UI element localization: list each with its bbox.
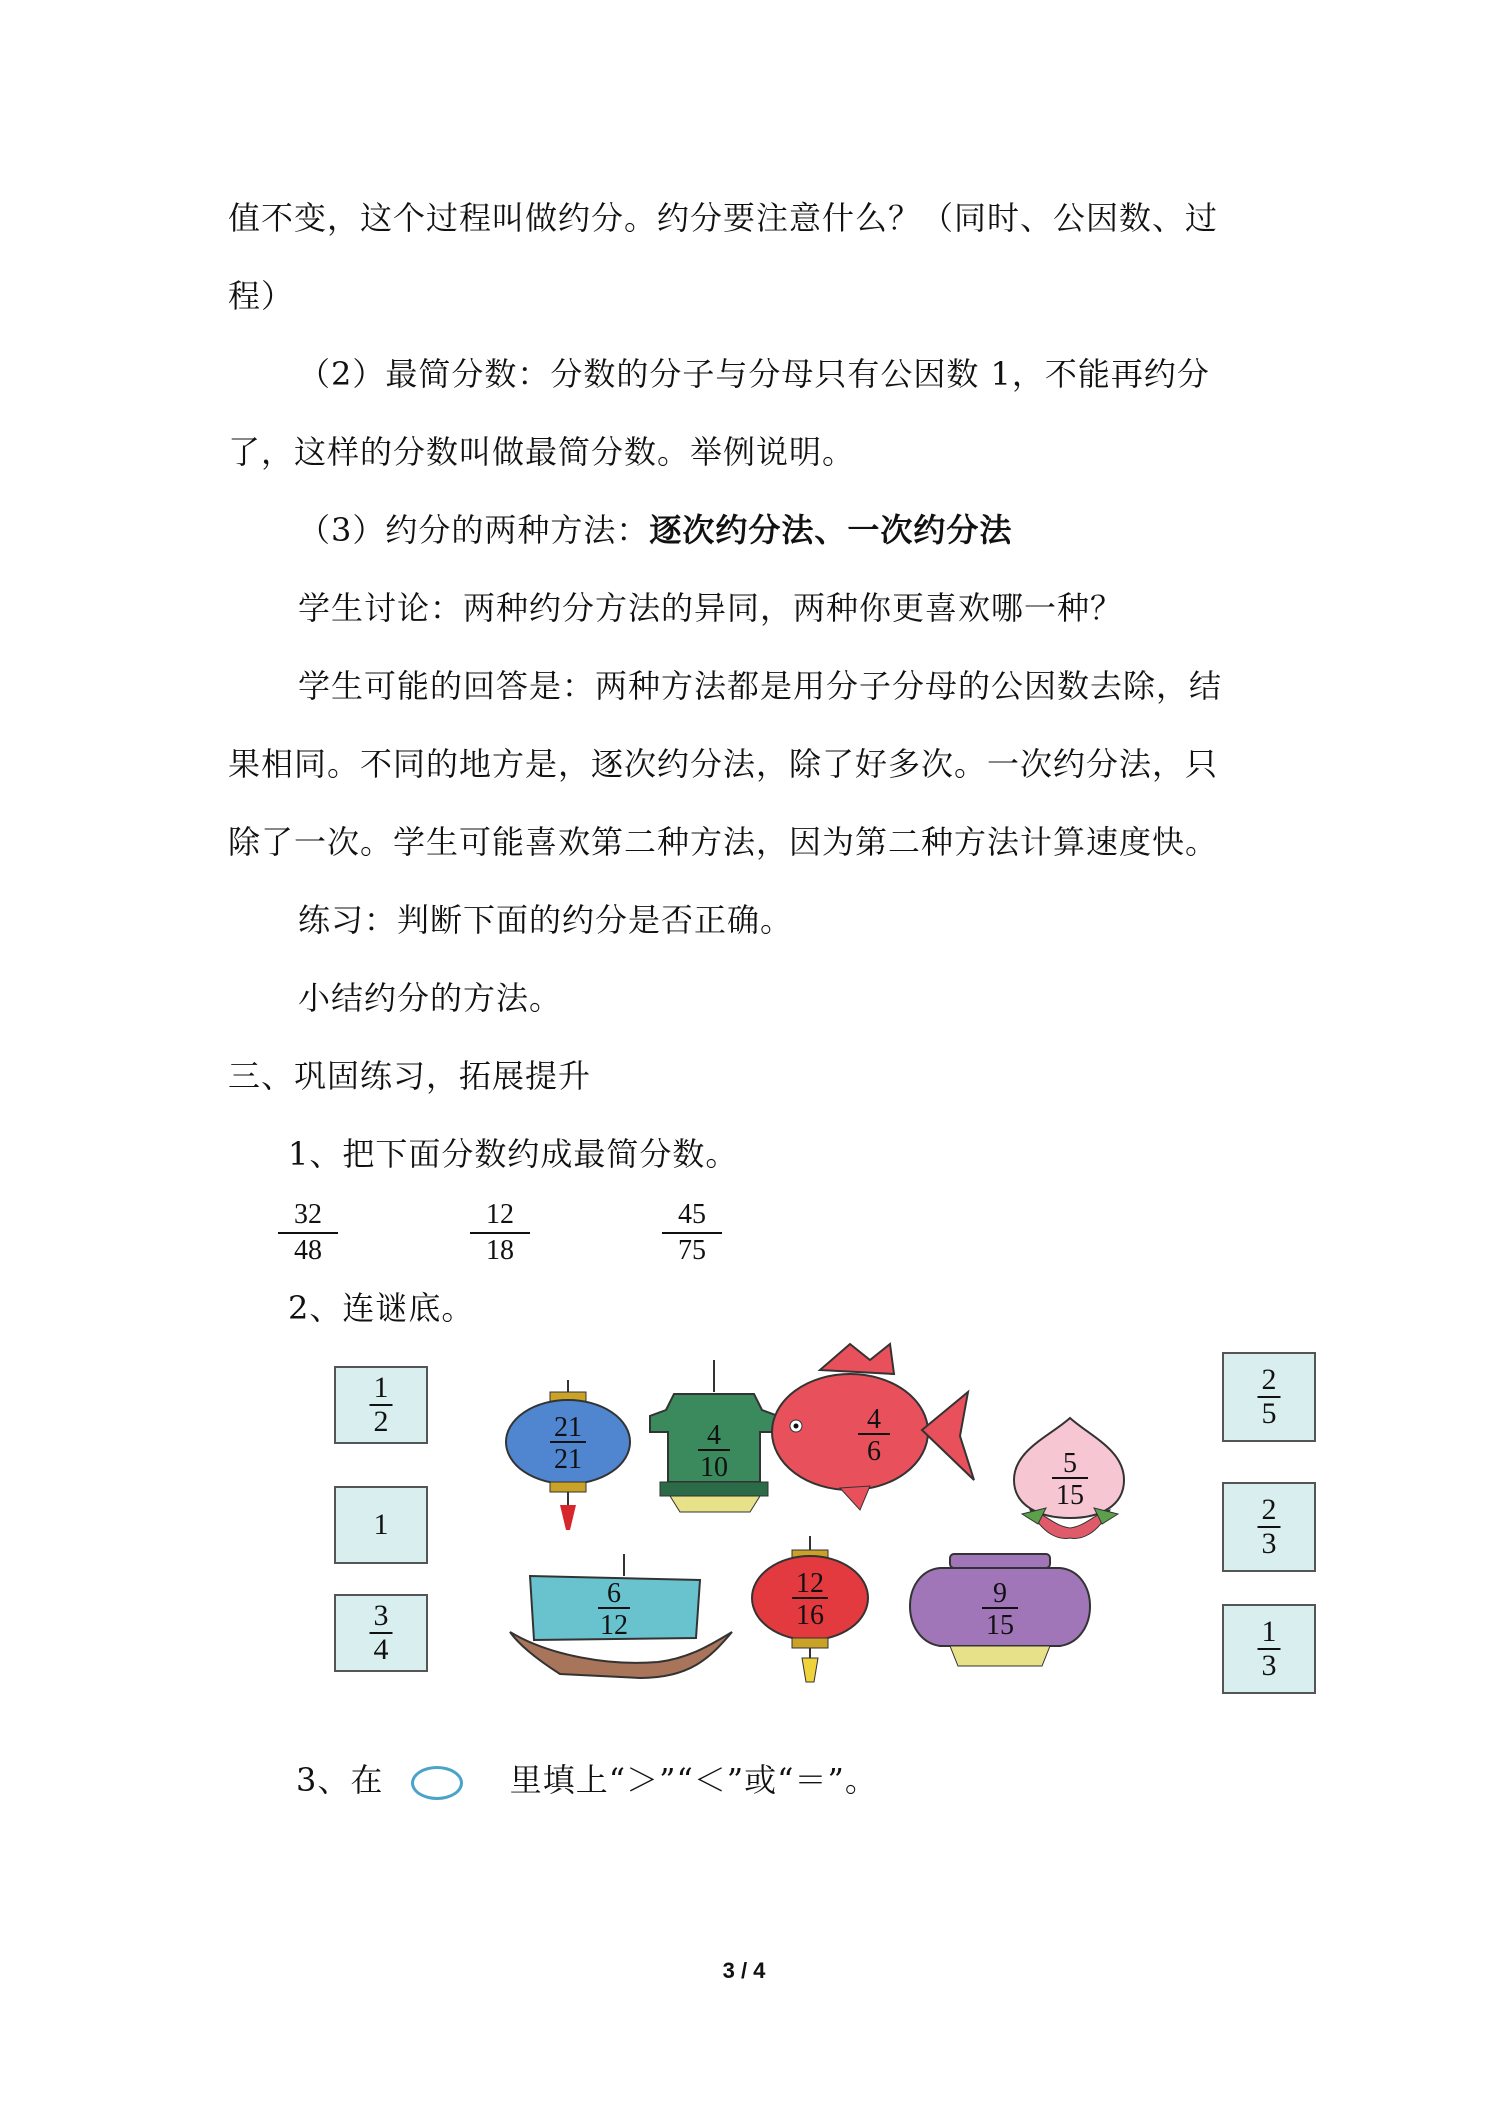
section-heading: 三、巩固练习，拓展提升 bbox=[228, 1057, 592, 1095]
methods-label: （3）约分的两种方法： bbox=[298, 511, 650, 549]
box-numerator: 2 bbox=[1258, 1494, 1281, 1528]
peach-numerator: 5 bbox=[1063, 1448, 1077, 1479]
paragraph-line-10: 练习：判断下面的约分是否正确。 bbox=[298, 901, 794, 939]
boat-denominator: 12 bbox=[600, 1610, 628, 1641]
fraction-denominator: 48 bbox=[294, 1235, 322, 1266]
blue-lantern-icon bbox=[506, 1380, 630, 1530]
peach-icon bbox=[1014, 1418, 1124, 1538]
answer-box-left-3 bbox=[334, 1594, 428, 1672]
red-fish-denominator: 6 bbox=[867, 1436, 881, 1467]
fraction-numerator: 32 bbox=[278, 1198, 338, 1234]
paragraph-line-9: 除了一次。学生可能喜欢第二种方法，因为第二种方法计算速度快。 bbox=[228, 823, 1219, 861]
box-numerator: 1 bbox=[370, 1372, 393, 1406]
peach-denominator: 15 bbox=[1056, 1480, 1084, 1511]
box-denominator: 5 bbox=[1261, 1397, 1277, 1430]
fraction-12-18 bbox=[470, 1198, 530, 1268]
exercise-1-title: 1、把下面分数约成最简分数。 bbox=[288, 1135, 739, 1173]
purple-lantern-numerator: 9 bbox=[993, 1578, 1007, 1609]
paragraph-line-7: 学生可能的回答是：两种方法都是用分子分母的公因数去除，结 bbox=[298, 667, 1223, 705]
exercise-3-suffix: 里填上“＞”“＜”或“＝”。 bbox=[509, 1761, 878, 1799]
box-numerator: 1 bbox=[1258, 1616, 1281, 1650]
paragraph-line-5 bbox=[298, 510, 1012, 550]
answer-box-right-2 bbox=[1222, 1482, 1316, 1572]
red-fish-numerator: 4 bbox=[867, 1404, 881, 1435]
box-denominator: 3 bbox=[1261, 1527, 1277, 1560]
answer-box-right-3 bbox=[1222, 1604, 1316, 1694]
paragraph-line-1: 值不变，这个过程叫做约分。约分要注意什么？（同时、公因数、过 bbox=[228, 199, 1219, 237]
blue-lantern-denominator: 21 bbox=[554, 1444, 582, 1475]
paragraph-line-3: （2）最简分数：分数的分子与分母只有公因数 1，不能再约分 bbox=[298, 355, 1210, 393]
fraction-45-75 bbox=[662, 1198, 722, 1268]
green-pavilion-icon bbox=[650, 1360, 778, 1512]
paragraph-line-4: 了，这样的分数叫做最简分数。举例说明。 bbox=[228, 433, 856, 471]
red-lantern-numerator: 12 bbox=[796, 1568, 824, 1599]
boat-numerator: 6 bbox=[607, 1578, 621, 1609]
box-denominator: 3 bbox=[1261, 1649, 1277, 1682]
purple-lantern-denominator: 15 bbox=[986, 1610, 1014, 1641]
green-pavilion-denominator: 10 bbox=[700, 1452, 728, 1483]
fraction-denominator: 75 bbox=[678, 1235, 706, 1266]
answer-box-left-1 bbox=[334, 1366, 428, 1444]
methods-bold: 逐次约分法、一次约分法 bbox=[649, 511, 1013, 549]
answer-box-left-2 bbox=[334, 1486, 428, 1564]
red-lantern-icon bbox=[752, 1536, 868, 1682]
box-numerator: 3 bbox=[370, 1600, 393, 1634]
fraction-32-48 bbox=[278, 1198, 338, 1268]
fraction-denominator: 18 bbox=[486, 1235, 514, 1266]
box-denominator: 4 bbox=[373, 1633, 389, 1666]
exercise-3-prefix: 3、在 bbox=[296, 1761, 384, 1799]
fraction-numerator: 12 bbox=[470, 1198, 530, 1234]
purple-lantern-icon bbox=[910, 1554, 1090, 1666]
red-lantern-denominator: 16 bbox=[796, 1600, 824, 1631]
red-fish-icon bbox=[772, 1344, 974, 1510]
answer-box-right-1 bbox=[1222, 1352, 1316, 1442]
paragraph-line-11: 小结约分的方法。 bbox=[298, 979, 563, 1017]
boat-icon bbox=[510, 1554, 732, 1678]
blue-lantern-numerator: 21 bbox=[554, 1412, 582, 1443]
riddle-pictures bbox=[490, 1340, 1190, 1700]
box-numerator: 2 bbox=[1258, 1364, 1281, 1398]
exercise-3-line bbox=[296, 1760, 878, 1800]
paragraph-line-8: 果相同。不同的地方是，逐次约分法，除了好多次。一次约分法，只 bbox=[228, 745, 1219, 783]
page-number: 3 / 4 bbox=[722, 1958, 766, 1983]
circle-blank-icon bbox=[411, 1766, 463, 1800]
box-whole: 1 bbox=[373, 1508, 389, 1541]
paragraph-line-2: 程） bbox=[228, 277, 295, 315]
paragraph-line-6: 学生讨论：两种约分方法的异同，两种你更喜欢哪一种？ bbox=[298, 589, 1124, 627]
box-denominator: 2 bbox=[373, 1405, 389, 1438]
exercise-2-title: 2、连谜底。 bbox=[288, 1289, 475, 1327]
fraction-numerator: 45 bbox=[662, 1198, 722, 1234]
green-pavilion-numerator: 4 bbox=[707, 1420, 721, 1451]
